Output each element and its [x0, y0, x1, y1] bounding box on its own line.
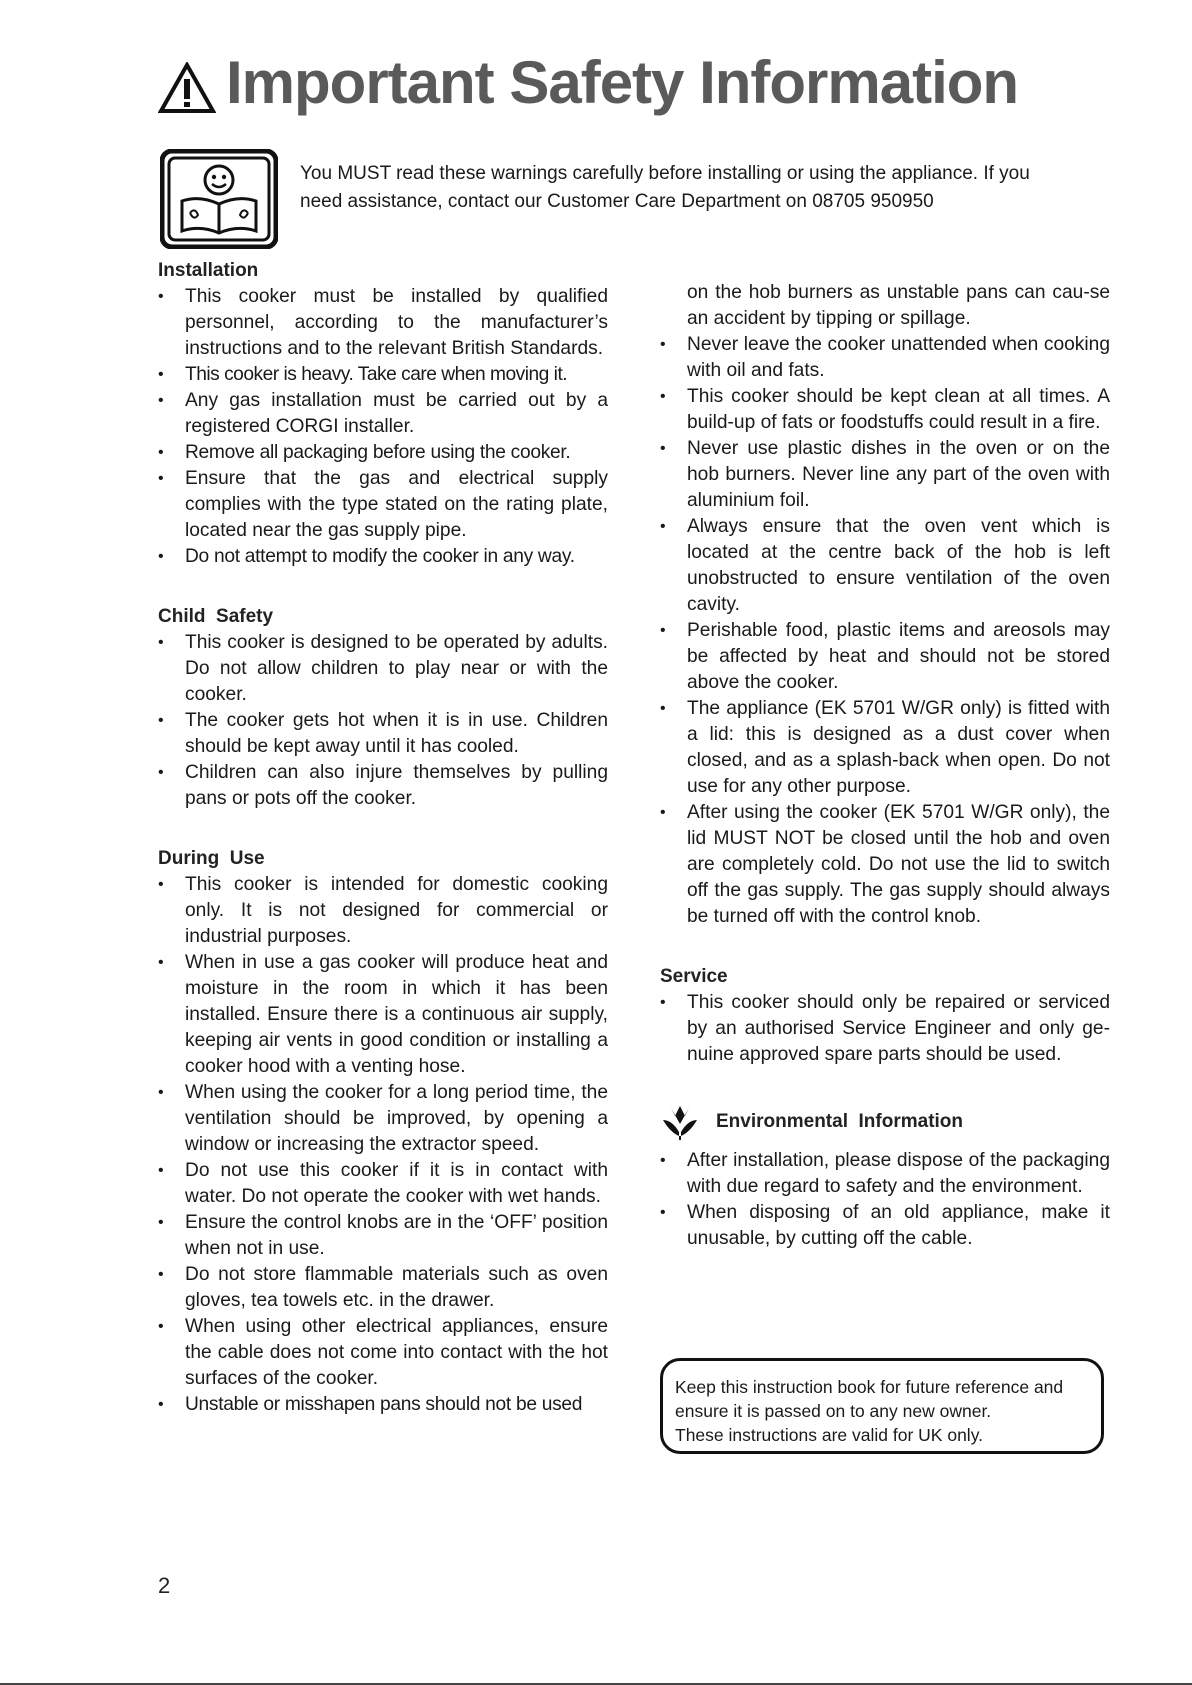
environment-list — [660, 1148, 1110, 1252]
warning-triangle-icon — [158, 62, 216, 114]
environment-section — [660, 1102, 1110, 1252]
page-title: Important Safety Information — [226, 49, 1019, 116]
during-use-heading: During Use — [158, 848, 265, 869]
service-list — [660, 990, 1110, 1068]
list-item: • Never leave the cooker unattended when cooking with oil and fats. — [660, 332, 1110, 384]
list-item: • Do not store flammable materials such as oven gloves, tea towels etc. in the drawer. — [158, 1262, 608, 1314]
child-safety-heading: Child Safety — [158, 606, 274, 627]
environment-heading: Environmental Information — [716, 1111, 964, 1132]
during-use-list — [158, 872, 608, 1418]
installation-list — [158, 284, 608, 570]
list-item: • The cooker gets hot when it is in use. Children should be kept away until it has cooled. — [158, 708, 608, 760]
notice-line: These instructions are valid for UK only. — [675, 1425, 984, 1445]
list-item: • Do not attempt to modify the cooker in any way. — [158, 544, 608, 570]
list-item: • Perishable food, plastic items and areosols may be affected by heat and should not be stored above the cooker. — [660, 618, 1110, 696]
list-item: • Always ensure that the oven vent which is located at the centre back of the hob is left unobstructed to ensure ventilation of the oven cavity. — [660, 514, 1110, 618]
list-item: • When using other electrical appliances, ensure the cable does not come into contact with the hot surfaces of the cooker. — [158, 1314, 608, 1392]
installation-heading: Installation — [158, 260, 259, 281]
list-item: • This cooker should be kept clean at all times. A build-up of fats or foodstuffs could result in a fire. — [660, 384, 1110, 436]
list-item: • This cooker is designed to be operated by adults. Do not allow children to play near or with the cooker. — [158, 630, 608, 708]
child-safety-section — [158, 604, 608, 812]
page-header — [158, 46, 1018, 120]
list-item: • When in use a gas cooker will produce heat and moisture in the room in which it has been installed. Ensure there is a continuous air supply, keeping air vents in good condition or installing a cooker hood with a venting hose. — [158, 950, 608, 1080]
intro-line: need assistance, contact our Customer Care Department on 08705 950950 — [300, 191, 934, 212]
list-item: • Do not use this cooker if it is in contact with water. Do not operate the cooker with wet hands. — [158, 1158, 608, 1210]
list-item: • This cooker should only be repaired or serviced by an authorised Service Engineer and only ge-nuine approved spare parts should be used. — [660, 990, 1110, 1068]
list-item: • Any gas installation must be carried out by a registered CORGI installer. — [158, 388, 608, 440]
notice-line: ensure it is passed on to any new owner. — [675, 1401, 992, 1421]
list-item: • Unstable or misshapen pans should not be used — [158, 1392, 608, 1418]
installation-section — [158, 258, 608, 570]
list-item: • Ensure the control knobs are in the ‘OFF’ position when not in use. — [158, 1210, 608, 1262]
environment-header — [660, 1102, 1110, 1142]
list-item: • After using the cooker (EK 5701 W/GR only), the lid MUST NOT be closed until the hob and oven are completely cold. Do not use the lid to switch off the gas supply. The gas supply should always be turned off with the control knob. — [660, 800, 1110, 930]
notice-line: Keep this instruction book for future reference and — [675, 1377, 1064, 1397]
left-column — [158, 258, 608, 1452]
service-heading: Service — [660, 966, 728, 987]
read-manual-icon — [160, 149, 278, 249]
right-column — [660, 280, 1110, 1286]
list-item: • Ensure that the gas and electrical supply complies with the type stated on the rating plate, located near the gas supply pipe. — [158, 466, 608, 544]
intro-text — [300, 160, 1090, 216]
during-use-section — [158, 846, 608, 1418]
use-continued-list — [660, 332, 1110, 930]
page-number: 2 — [158, 1573, 171, 1598]
notice-box — [660, 1358, 1104, 1454]
list-item: • The appliance (EK 5701 W/GR only) is fitted with a lid: this is designed as a dust cover when closed, and as a splash-back when open. Do not use for any other purpose. — [660, 696, 1110, 800]
child-safety-list — [158, 630, 608, 812]
list-item: • Never use plastic dishes in the oven or on the hob burners. Never line any part of the oven with aluminium foil. — [660, 436, 1110, 514]
list-item: • When using the cooker for a long period time, the ventilation should be improved, by opening a window or increasing the extractor speed. — [158, 1080, 608, 1158]
list-item: • After installation, please dispose of the packaging with due regard to safety and the environment. — [660, 1148, 1110, 1200]
use-continued-section — [660, 332, 1110, 930]
service-section — [660, 964, 1110, 1068]
list-item: • Children can also injure themselves by pulling pans or pots off the cooker. — [158, 760, 608, 812]
list-item: • This cooker must be installed by qualified personnel, according to the manufacturer’s instructions and to the relevant British Standards. — [158, 284, 608, 362]
list-item: • This cooker is heavy. Take care when moving it. — [158, 362, 608, 388]
list-item: • Remove all packaging before using the cooker. — [158, 440, 608, 466]
list-item: • When disposing of an old appliance, make it unusable, by cutting off the cable. — [660, 1200, 1110, 1252]
tulip-icon — [660, 1102, 700, 1142]
continued-text: on the hob burners as unstable pans can cau-se an accident by tipping or spillage. — [687, 282, 1110, 329]
intro-line: You MUST read these warnings carefully before installing or using the appliance. If you — [300, 163, 1030, 184]
list-item: • This cooker is intended for domestic cooking only. It is not designed for commercial or industrial purposes. — [158, 872, 608, 950]
